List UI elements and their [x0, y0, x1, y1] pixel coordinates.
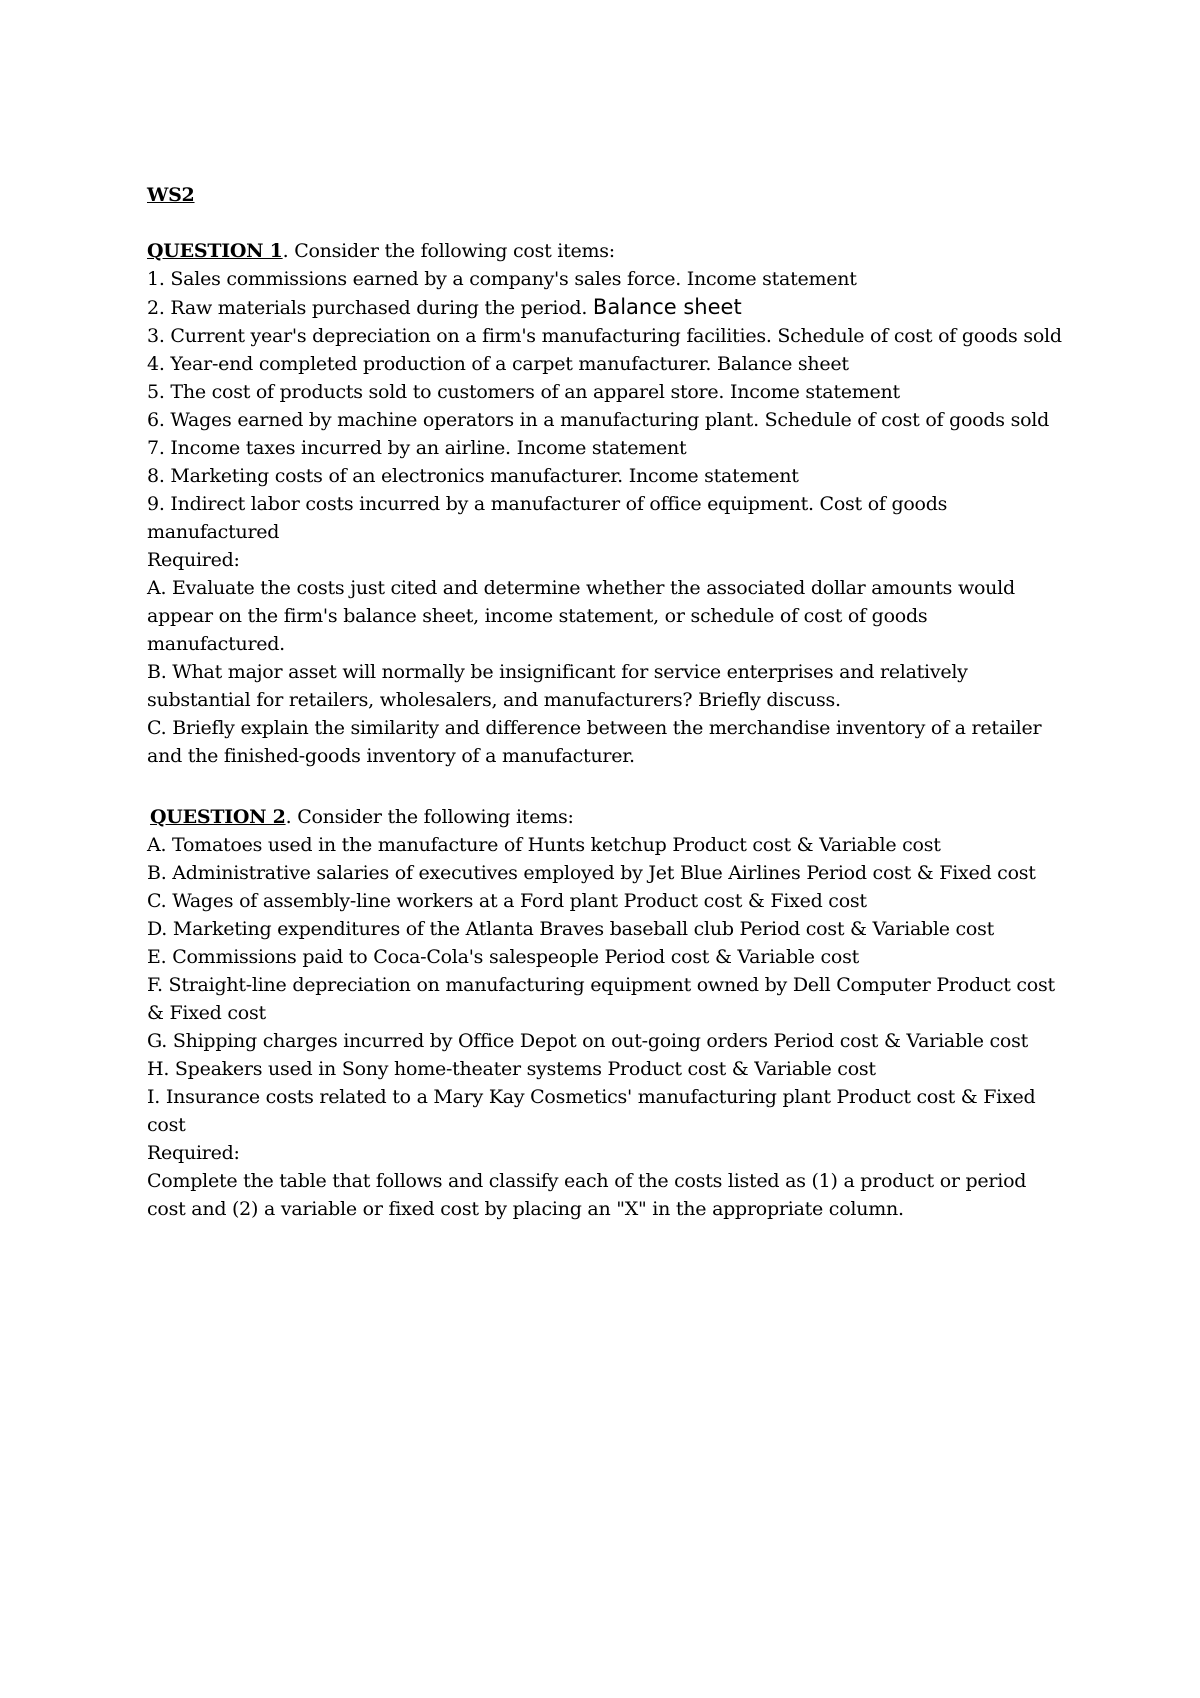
item-text: C. Wages of assembly-line workers at a Ford plant [147, 890, 618, 912]
question-1-required-a: A. Evaluate the costs just cited and determine whether the associated dollar amounts would appear on the firm's balance sheet, income statement, or schedule of cost of goods manufactured. [147, 577, 1015, 655]
item-answer: Balance sheet [592, 295, 742, 319]
item-answer: Balance sheet [717, 353, 849, 375]
item-answer: Period cost & Fixed cost [806, 862, 1036, 884]
question-1-required-label: Required: [147, 549, 240, 571]
item-text: 4. Year-end completed production of a carpet manufacturer. [147, 353, 712, 375]
question-2-item [147, 1055, 1067, 1083]
question-1-required-b: B. What major asset will normally be insignificant for service enterprises and relatively substantial for retailers, wholesalers, and manufacturers? Briefly discuss. [147, 661, 968, 711]
item-text: 5. The cost of products sold to customers of an apparel store. [147, 381, 725, 403]
item-answer: Product cost & Variable cost [672, 834, 941, 856]
question-1-intro: . Consider the following cost items: [282, 240, 615, 262]
question-2-item [147, 887, 1067, 915]
item-answer: Income statement [628, 465, 799, 487]
question-1-item [147, 350, 1067, 378]
item-answer: Product cost & Fixed cost [623, 890, 867, 912]
item-text: 8. Marketing costs of an electronics manufacturer. [147, 465, 623, 487]
question-1-item [147, 462, 1067, 490]
question-2-required-label: Required: [147, 1142, 240, 1164]
item-text: 7. Income taxes incurred by an airline. [147, 437, 511, 459]
spacer [147, 770, 1067, 803]
item-text: 6. Wages earned by machine operators in a manufacturing plant. [147, 409, 759, 431]
item-answer: Period cost & Variable cost [739, 918, 995, 940]
question-1-heading [147, 237, 1067, 265]
question-2-required-text: Complete the table that follows and classify each of the costs listed as (1) a product or period cost and (2) a variable or fixed cost by placing an "X" in the appropriate column. [147, 1170, 1027, 1220]
item-text: B. Administrative salaries of executives employed by Jet Blue Airlines [147, 862, 801, 884]
spacer [147, 209, 1067, 237]
item-answer: Income statement [516, 437, 687, 459]
item-answer: Period cost & Variable cost [604, 946, 859, 968]
item-text: I. Insurance costs related to a Mary Kay Cosmetics' manufacturing plant [147, 1086, 831, 1108]
item-text: H. Speakers used in Sony home-theater systems [147, 1058, 602, 1080]
question-2-item-list [147, 831, 1067, 1139]
item-answer: Product cost & Fixed cost [147, 1086, 1036, 1136]
question-2-item [147, 1027, 1067, 1055]
question-2-heading [147, 803, 1067, 831]
question-2-intro: . Consider the following items: [285, 806, 574, 828]
worksheet-title: WS2 [147, 184, 195, 206]
item-answer: Product cost & Variable cost [607, 1058, 876, 1080]
item-answer: Period cost & Variable cost [773, 1030, 1028, 1052]
item-text: D. Marketing expenditures of the Atlanta Braves baseball club [147, 918, 734, 940]
item-answer: Income statement [686, 268, 857, 290]
question-1-item [147, 490, 1067, 546]
item-text: F. Straight-line depreciation on manufacturing equipment owned by Dell Computer [147, 974, 931, 996]
item-answer: Cost of goods manufactured [147, 493, 948, 543]
question-2-item [147, 831, 1067, 859]
question-1-item [147, 322, 1067, 350]
item-answer: Schedule of cost of goods sold [777, 325, 1062, 347]
item-text: 3. Current year's depreciation on a firm's manufacturing facilities. [147, 325, 772, 347]
question-2-item [147, 859, 1067, 887]
item-text: E. Commissions paid to Coca-Cola's salespeople [147, 946, 599, 968]
item-answer: Schedule of cost of goods sold [764, 409, 1050, 431]
question-2-item [147, 1083, 1067, 1139]
question-2-label: QUESTION 2 [150, 806, 286, 828]
item-text: 2. Raw materials purchased during the period. [147, 297, 588, 319]
question-1-required-c: C. Briefly explain the similarity and difference between the merchandise inventory of a retailer and the finished-goods inventory of a manufacturer. [147, 717, 1042, 767]
item-answer: Income statement [729, 381, 900, 403]
question-1-item-list [147, 265, 1067, 546]
item-answer: Product cost & Fixed cost [147, 974, 1055, 1024]
item-text: 1. Sales commissions earned by a company's sales force. [147, 268, 681, 290]
document-body [147, 181, 1067, 1223]
question-2-item [147, 971, 1067, 1027]
question-1-item [147, 434, 1067, 462]
item-text: A. Tomatoes used in the manufacture of Hunts ketchup [147, 834, 667, 856]
question-1-item [147, 293, 1067, 322]
question-2-item [147, 915, 1067, 943]
question-1-label: QUESTION 1 [147, 240, 283, 262]
question-1-item [147, 265, 1067, 293]
question-1-item [147, 378, 1067, 406]
question-1-item [147, 406, 1067, 434]
item-text: G. Shipping charges incurred by Office Depot on out-going orders [147, 1030, 768, 1052]
question-2-item [147, 943, 1067, 971]
item-text: 9. Indirect labor costs incurred by a manufacturer of office equipment. [147, 493, 814, 515]
